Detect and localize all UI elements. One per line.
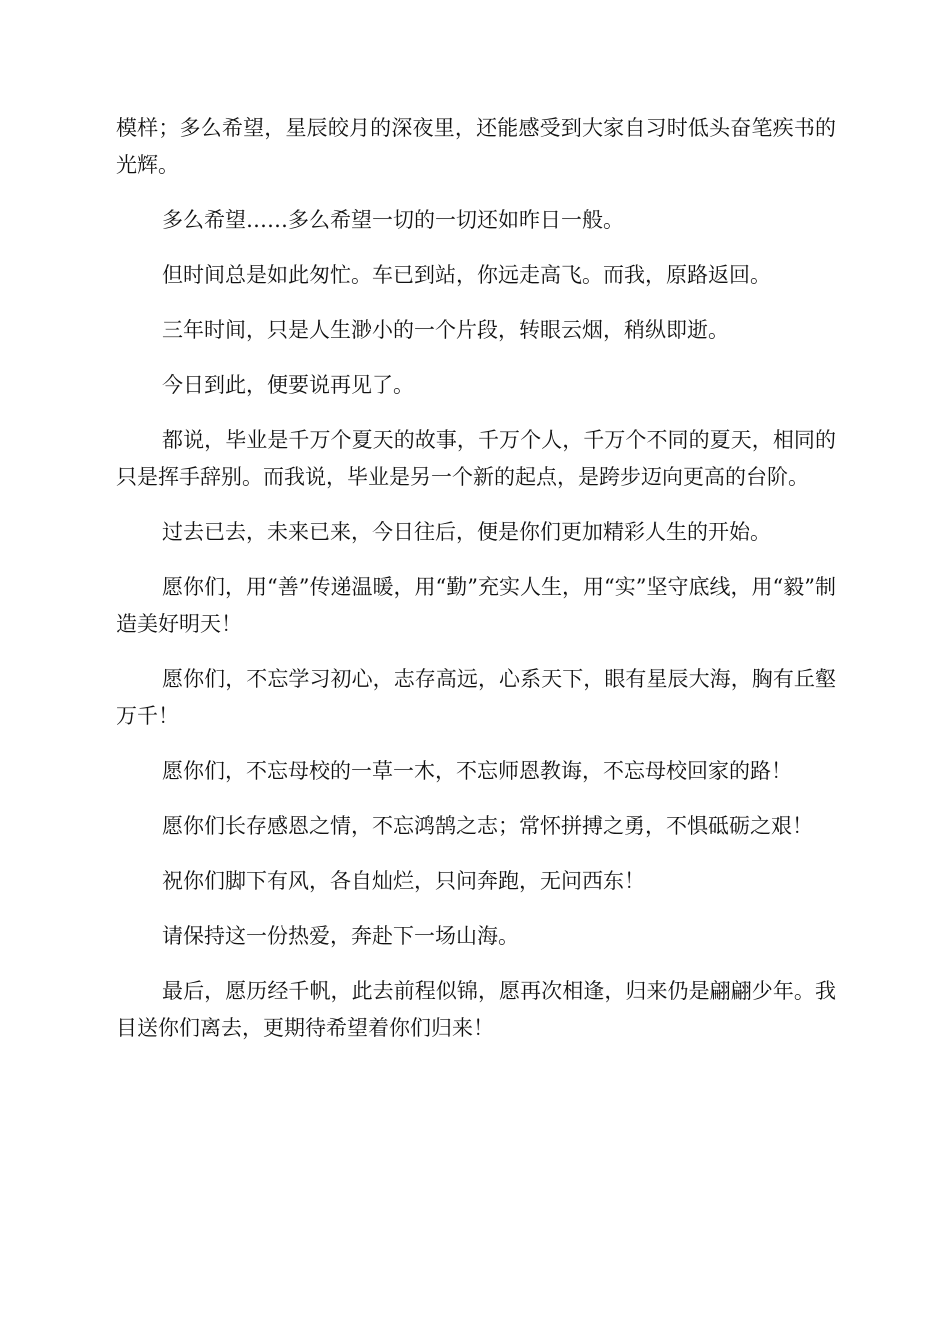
paragraph: 今日到此，便要说再见了。 bbox=[162, 373, 414, 397]
paragraph: 但时间总是如此匆忙。车已到站，你远走高飞。而我，原路返回。 bbox=[162, 263, 771, 287]
paragraph: 愿你们，不忘母校的一草一木，不忘师恩教诲，不忘母校回家的路！ bbox=[162, 759, 792, 783]
paragraph: 模样；多么希望，星辰皎月的深夜里，还能感受到大家自习时低头奋笔疾书的光辉。 bbox=[116, 116, 836, 177]
paragraph: 三年时间，只是人生渺小的一个片段，转眼云烟，稍纵即逝。 bbox=[162, 318, 729, 342]
paragraph: 多么希望……多么希望一切的一切还如昨日一般。 bbox=[162, 208, 624, 232]
paragraph: 最后，愿历经千帆，此去前程似锦，愿再次相逢，归来仍是翩翩少年。我目送你们离去，更期待希望着你们归来！ bbox=[116, 979, 836, 1040]
paragraph: 过去已去，未来已来，今日往后，便是你们更加精彩人生的开始。 bbox=[162, 520, 771, 544]
document-body bbox=[116, 110, 836, 1065]
paragraph: 愿你们，不忘学习初心，志存高远，心系天下，眼有星辰大海，胸有丘壑万千！ bbox=[116, 667, 836, 728]
paragraph: 愿你们长存感恩之情，不忘鸿鹄之志；常怀拼搏之勇，不惧砥砺之艰！ bbox=[162, 814, 813, 838]
paragraph: 请保持这一份热爱，奔赴下一场山海。 bbox=[162, 924, 519, 948]
paragraph: 祝你们脚下有风，各自灿烂，只问奔跑，无问西东！ bbox=[162, 869, 645, 893]
paragraph: 愿你们，用“善”传递温暖，用“勤”充实人生，用“实”坚守底线，用“毅”制造美好明天！ bbox=[116, 575, 836, 636]
paragraph: 都说，毕业是千万个夏天的故事，千万个人，千万个不同的夏天，相同的只是挥手辞别。而我说，毕业是另一个新的起点，是跨步迈向更高的台阶。 bbox=[116, 428, 836, 489]
